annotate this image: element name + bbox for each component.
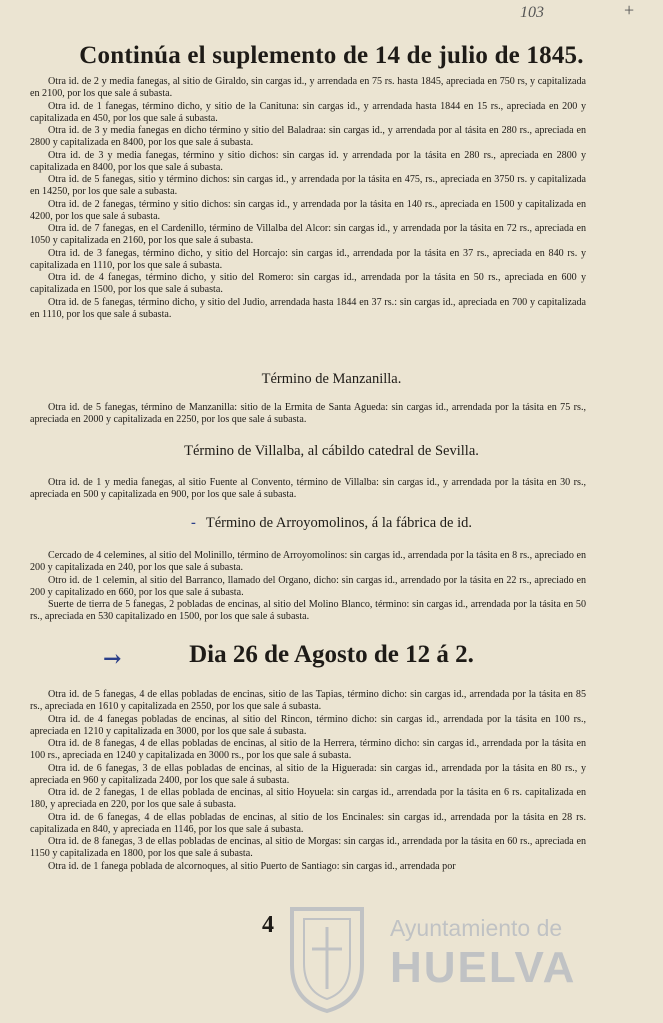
pencil-arrow-mark: → <box>103 646 122 672</box>
paragraph: Otra id. de 2 fanegas, 1 de ellas poblada de encinas, al sitio Hoyuela: sin cargas id., arrendada por la tásita en 6 rs. capitalizada en 180, y apreciada en 220, por los que sale á subasta. <box>30 787 586 811</box>
section-heading-text: Término de Arroyomolinos, á la fábrica de id. <box>205 515 472 531</box>
pencil-dash-mark: - <box>191 515 196 531</box>
paragraph: Otra id. de 3 y media fanegas, término y sitio dichos: sin cargas id. y arrendada por la tásita en 280 rs., apreciada en 2800 y capitalizada en 8400, por los que sale á subasta. <box>30 149 586 173</box>
paragraph: Otra id. de 5 fanegas, término de Manzanilla: sitio de la Ermita de Santa Agueda: sin cargas id., arrendada por la tásita en 75 rs., apreciada en 2000 y capitalizada en 2250, por los que sale á subasta. <box>30 402 586 426</box>
shield-icon <box>282 905 372 1015</box>
paragraph: Otra id. de 3 fanegas, término dicho, y sitio del Horcajo: sin cargas id., arrendada por la tásita en 37 rs., apreciada en 840 rs. y capitalizada en 1110, por los que sale á subasta. <box>30 247 586 271</box>
paragraph: Cercado de 4 celemines, al sitio del Molinillo, término de Arroyomolinos: sin cargas id., arrendada por la tásita en 8 rs., apreciado en 200 y capitalizada en 240, por los que sale á subasta. <box>30 550 586 574</box>
paragraph: Otra id. de 4 fanegas pobladas de encinas, al sitio del Rincon, término dicho: sin cargas id., arrendada por la tásita en 100 rs., apreciada en 1210 y capitalizada en 3000, por los que sale á subasta. <box>30 713 586 737</box>
paragraph: Otra id. de 2 fanegas, término y sitio dichos: sin cargas id., y arrendada por la tásita en 140 rs., apreciada en 1500 y capitalizada en 4200, por los que sale á subasta. <box>30 198 586 222</box>
watermark-ayuntamiento-huelva <box>282 905 642 1015</box>
paragraph: Otra id. de 1 fanegas, término dicho, y sitio de la Canituna: sin cargas id., y arrendada hasta 1844 en 15 rs., apreciada en 200 y capitalizada en 450, por los que sale á subasta. <box>30 100 586 124</box>
paragraphs-arroyomolinos <box>30 550 586 624</box>
page-number: 4 <box>262 912 274 938</box>
paragraph: Otra id. de 2 y media fanegas, al sitio de Giraldo, sin cargas id., y arrendada en 75 rs. hasta 1845, apreciada en 750 rs, y capitalizada en 2100, por los que sale á subasta. <box>30 76 586 100</box>
paragraph: Otra id. de 8 fanegas, 4 de ellas pobladas de encinas, al sitio de la Herrera, término dicho: sin cargas id., arrendada por la tásita en 100 rs., apreciada en 1240 y capitalizada en 3000 rs., por los que sale á subasta. <box>30 738 586 762</box>
paragraphs-block-1 <box>30 76 586 321</box>
paragraph: Otra id. de 1 fanega poblada de alcornoques, al sitio Puerto de Santiago: sin cargas id., arrendada por <box>48 860 456 872</box>
paragraph: Otra id. de 1 y media fanegas, al sitio Fuente al Convento, término de Villalba: sin cargas id., y arrendada por la tásita en 30 rs., apreciada en 500 y capitalizada en 900, por los que sale á subasta. <box>30 477 586 501</box>
paragraphs-dia-26 <box>30 689 586 873</box>
watermark-text-line2: HUELVA <box>390 943 577 992</box>
date-heading: Dia 26 de Agosto de 12 á 2. <box>189 641 474 668</box>
section-heading-arroyomolinos <box>0 515 663 532</box>
paragraph: Otra id. de 3 y media fanegas en dicho término y sitio del Baladraa: sin cargas id., y arrendada por al tásita en 280 rs., apreciada en 2800 y capitalizada en 8400, por los que sale á subasta. <box>30 125 586 149</box>
watermark-text-line1: Ayuntamiento de <box>390 915 563 941</box>
section-heading-manzanilla: Término de Manzanilla. <box>261 371 402 387</box>
paragraph: Otra id. de 4 fanegas, término dicho, y sitio del Romero: sin cargas id., arrendada por la tásita en 50 rs., apreciada en 600 y capitalizada en 1500, por los que sale á subasta. <box>30 272 586 296</box>
paragraph: Otra id. de 5 fanegas, término dicho, y sitio del Judio, arrendada hasta 1844 en 37 rs.: sin cargas id., apreciada en 700 y capitalizada en 1110, por los que sale á subasta. <box>30 296 586 320</box>
section-heading-villalba: Término de Villalba, al cábildo catedral de Sevilla. <box>184 443 479 459</box>
paragraph: Otra id. de 7 fanegas, en el Cardenillo, término de Villalba del Alcor: sin cargas id., y arrendada por la tásita en 72 rs., apreciada en 1050 y capitalizada en 2160, por los que sale á subasta. <box>30 223 586 247</box>
paragraph: Otra id. de 8 fanegas, 3 de ellas pobladas de encinas, al sitio de Morgas: sin cargas id., arrendada por la tásita en 60 rs., apreciada en 1150 y capitalizada en 1800, por los que sale á subasta. <box>30 836 586 860</box>
page-title: Continúa el suplemento de 14 de julio de 1845. <box>79 42 584 69</box>
paragraphs-villalba <box>30 477 586 502</box>
paragraph: Suerte de tierra de 5 fanegas, 2 pobladas de encinas, al sitio del Molino Blanco, término: sin cargas id., arrendada por la tásita en 50 rs., apreciada en 530 capitalizado en 1500, por los que sale á subasta. <box>30 599 586 623</box>
paragraphs-manzanilla <box>30 402 586 427</box>
paragraph: Otra id. de 5 fanegas, sitio y término dichos: sin cargas id., y arrendada por la tásita en 475, rs., apreciada en 3750 rs. y capitalizada en 14250, por los que sale a subasta. <box>30 174 586 198</box>
folio-number: 103 <box>520 4 544 21</box>
paragraph: Otra id. de 6 fanegas, 4 de ellas pobladas de encinas, al sitio de los Encinales: sin cargas id., arrendada por la tásita en 28 rs. capitalizada en 840, y apreciada en 1146, por los que sale á subasta. <box>30 811 586 835</box>
paragraph: Otra id. de 5 fanegas, 4 de ellas pobladas de encinas, sitio de las Tapias, término dicho: sin cargas id., arrendada por la tásita en 85 rs., apreciada en 1610 y capitalizada en 2550, por los que sale á subasta. <box>30 689 586 713</box>
corner-mark: + <box>624 0 635 20</box>
paragraph: Otro id. de 1 celemin, al sitio del Barranco, llamado del Organo, dicho: sin cargas id., arrendado por la tásita en 22 rs., apreciado en 200 y capitalizado en 660, por los que sale á subasta. <box>30 574 586 598</box>
paragraph: Otra id. de 6 fanegas, 3 de ellas pobladas de encinas, al sitio de la Higuerada: sin cargas id., arrendada por la tásita en 80 rs., y apreciada en 960 y capitalizada 2400, por los que sale á subasta. <box>30 762 586 786</box>
